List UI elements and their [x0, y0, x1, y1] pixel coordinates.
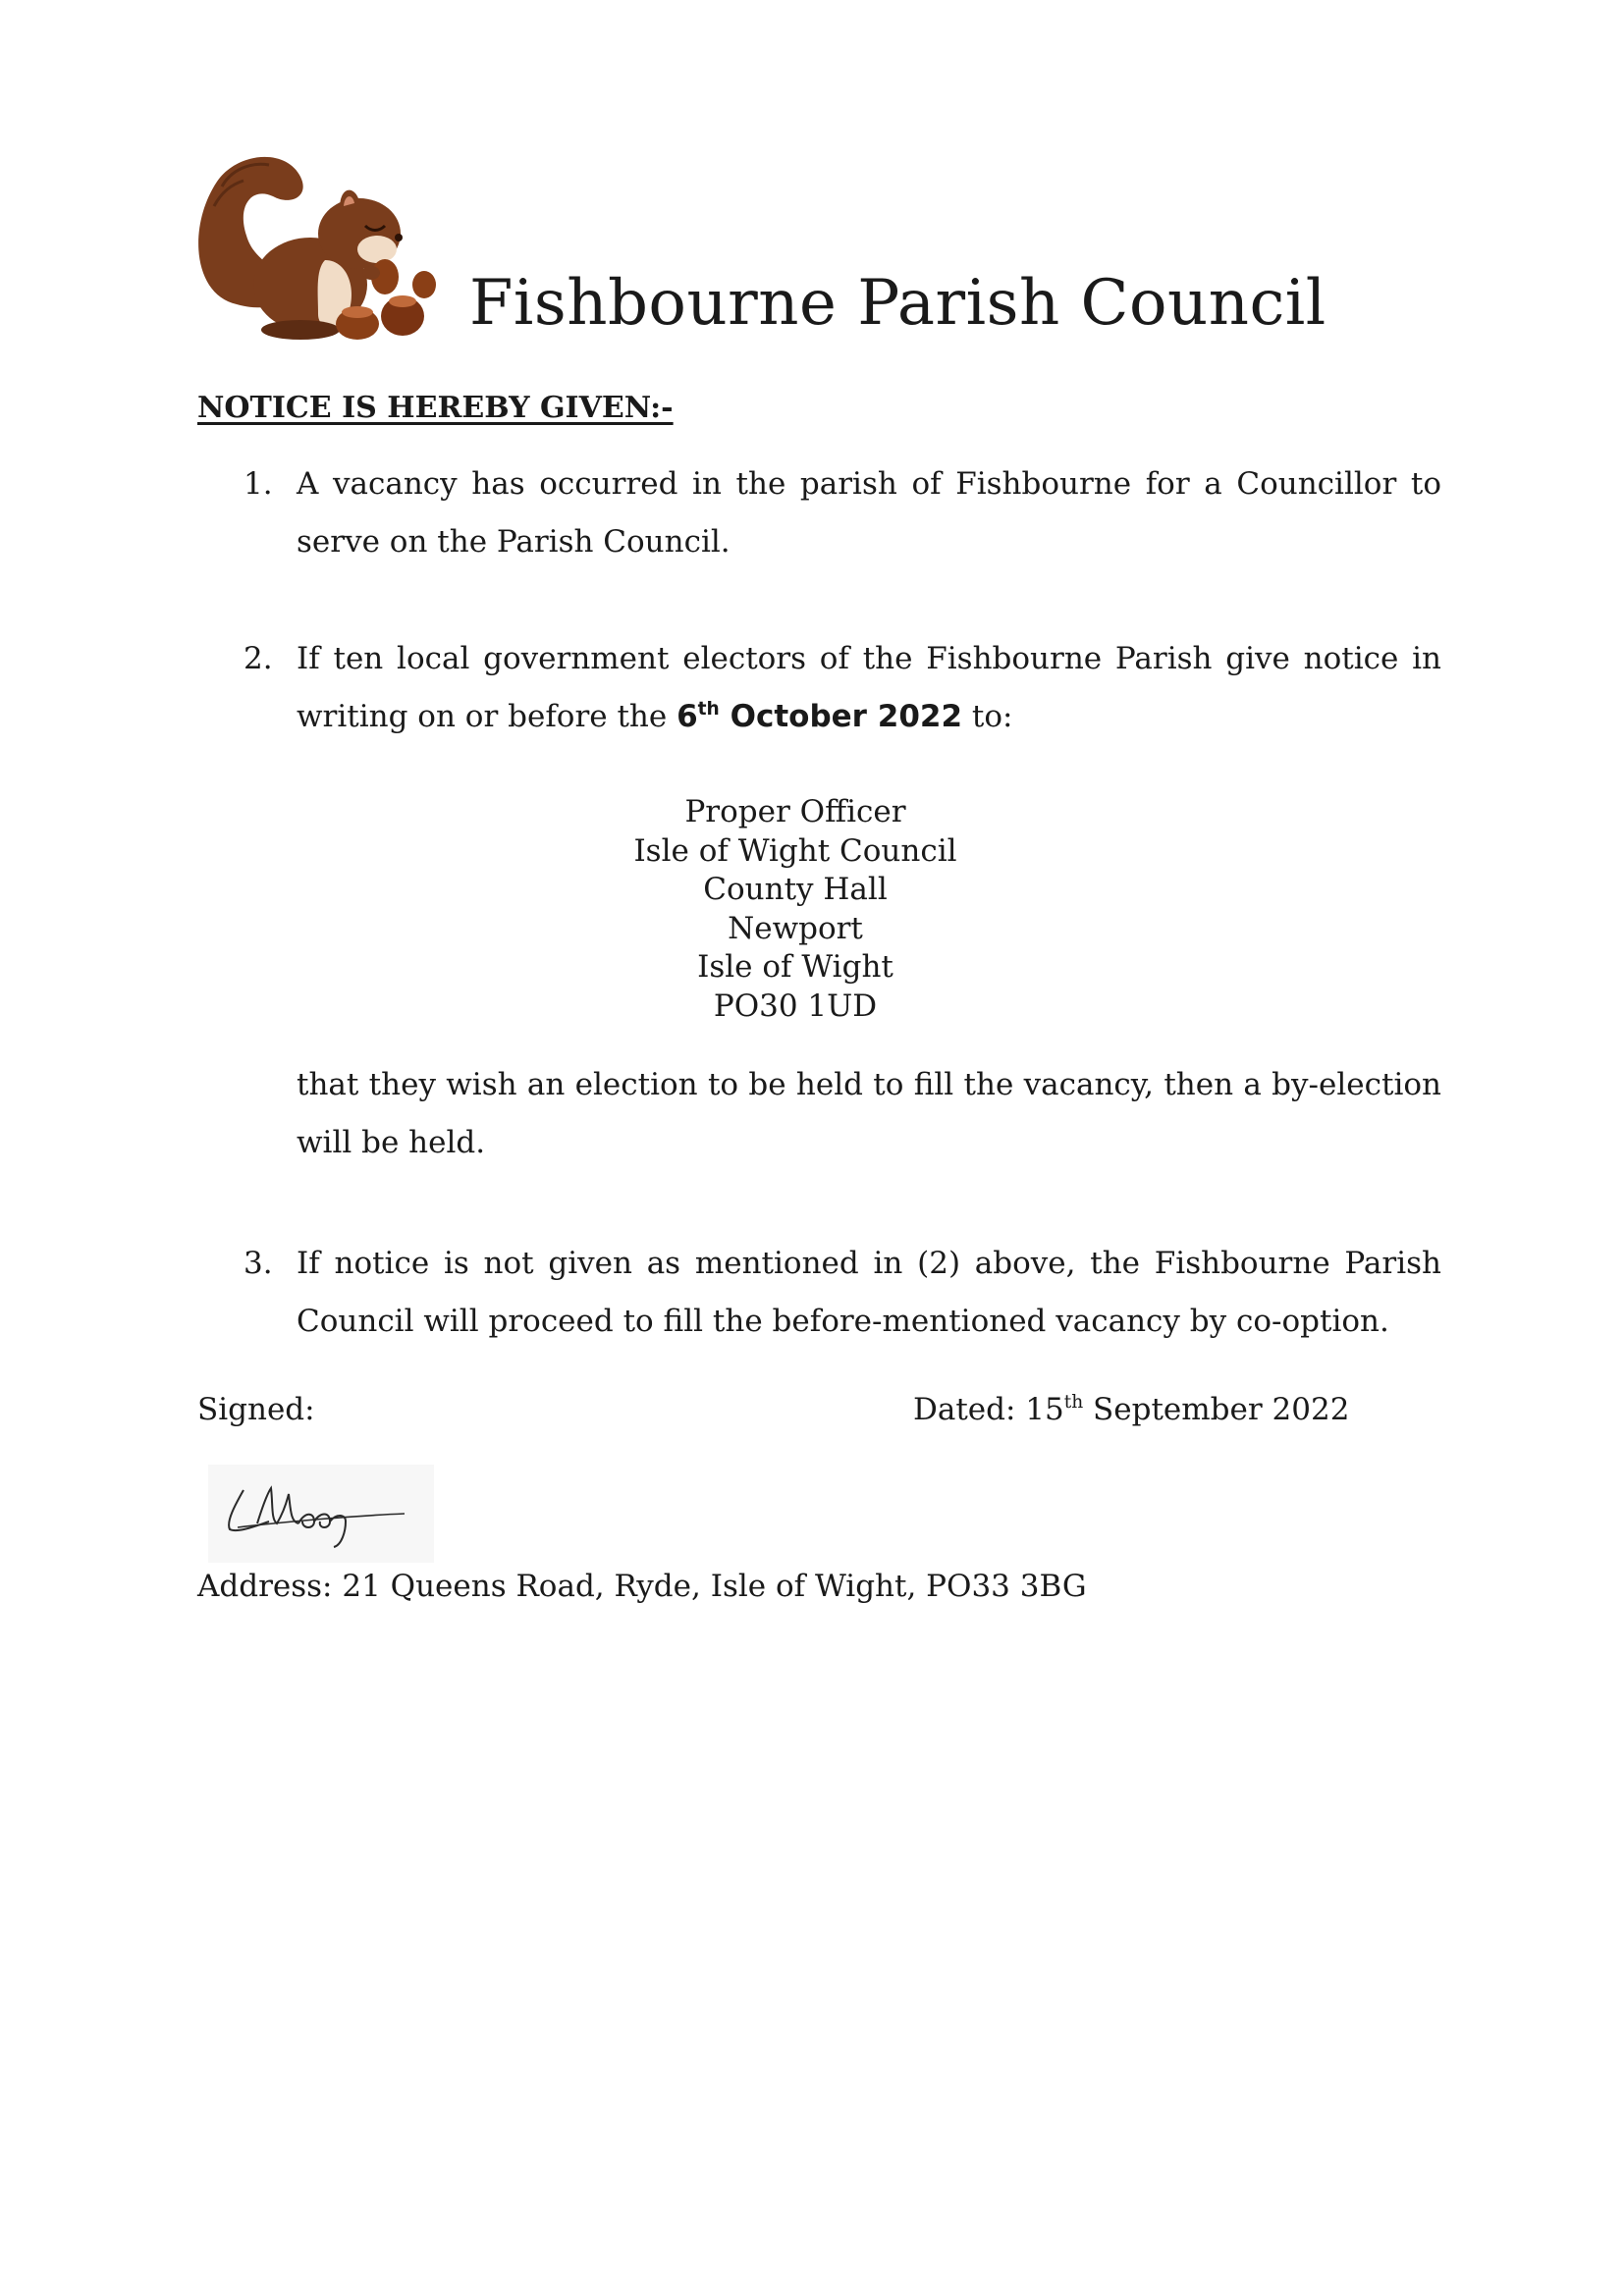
sender-address: Address: 21 Queens Road, Ryde, Isle of Wight, PO33 3BG [197, 1569, 1087, 1604]
address-line: Isle of Wight Council [633, 832, 957, 869]
signed-label: Signed: [197, 1392, 315, 1427]
address-line: Newport [728, 910, 863, 946]
proper-officer-address [550, 793, 1041, 1026]
item-number: 3. [244, 1246, 273, 1281]
council-name: Fishbourne Parish Council [469, 267, 1326, 340]
item-text-after: to: [962, 699, 1013, 734]
deadline-date: 6th October 2022 [677, 698, 963, 734]
item-continuation: that they wish an election to be held to fill the vacancy, then a by-election will be held. [297, 1067, 1441, 1160]
item-text [297, 630, 1441, 746]
item-text: If notice is not given as mentioned in (2) above, the Fishbourne Parish Council will proceed to fill the before-mentioned vacancy by co-option. [297, 1246, 1441, 1339]
address-line: PO30 1UD [713, 988, 878, 1024]
signature-image [208, 1465, 434, 1563]
dated-line: Dated: 15th September 2022 [913, 1391, 1350, 1427]
address-line: County Hall [703, 872, 888, 907]
item-text: A vacancy has occurred in the parish of Fishbourne for a Councillor to serve on the Parish Council. [297, 466, 1441, 560]
item-number: 1. [244, 466, 273, 502]
item-number: 2. [244, 641, 273, 676]
address-line: Isle of Wight [697, 949, 893, 985]
item-text-before: If ten local government electors of the Fishbourne Parish give notice in writing on or before the [297, 641, 1441, 734]
squirrel-with-nuts-icon [192, 147, 438, 344]
notice-heading: NOTICE IS HEREBY GIVEN:- [197, 391, 674, 425]
address-line: Proper Officer [684, 794, 906, 829]
